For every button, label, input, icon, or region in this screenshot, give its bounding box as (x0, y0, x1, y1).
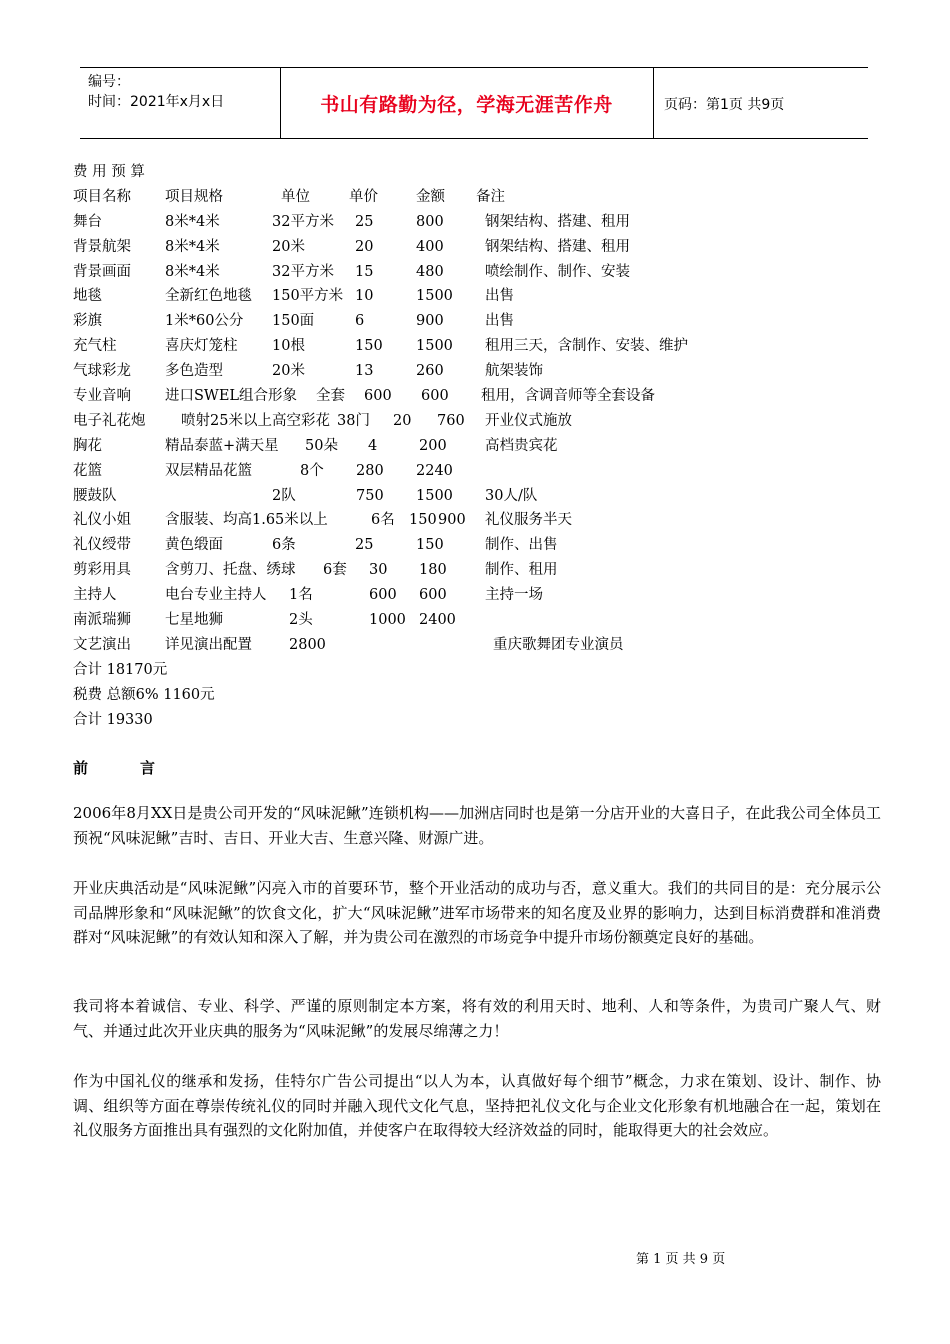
budget-tax-text: 税费 总额6% 1160元 (73, 686, 215, 703)
budget-cell-amount: 900 (438, 512, 466, 529)
budget-cell-unit: 8个 (300, 462, 324, 479)
budget-cell-spec: 电台专业主持人 (165, 587, 267, 604)
budget-cell-unit: 20米 (272, 238, 305, 255)
budget-cell-price: 150 (409, 512, 437, 529)
budget-cell-unit: 6套 (323, 562, 347, 579)
budget-cell-amount: 1500 (416, 288, 453, 305)
budget-cell-spec: 8米*4米 (165, 213, 220, 230)
budget-cell-unit: 2队 (272, 487, 296, 504)
budget-cell-unit: 2头 (289, 612, 313, 629)
budget-cell-amount: 150 (416, 537, 444, 554)
col-header-price: 单价 (349, 188, 378, 205)
budget-cell-note: 出售 (485, 288, 514, 305)
budget-cell-spec: 双层精品花篮 (165, 462, 252, 479)
preface-title (73, 757, 155, 778)
budget-cell-amount: 2400 (419, 612, 456, 629)
budget-cell-price: 6 (355, 313, 365, 330)
budget-cell-price: 10 (355, 288, 374, 305)
budget-cell-name: 文艺演出 (73, 636, 131, 653)
budget-cell-note: 出售 (485, 313, 514, 330)
budget-cell-price: 30 (369, 562, 388, 579)
budget-cell-price: 25 (355, 213, 374, 230)
budget-cell-spec: 喷射25米以上高空彩花 (181, 412, 330, 429)
col-header-name: 项目名称 (73, 188, 131, 205)
budget-cell-note: 租用，含调音师等全套设备 (481, 388, 655, 405)
budget-cell-amount: 260 (416, 363, 444, 380)
budget-cell-amount: 1500 (416, 338, 453, 355)
budget-cell-price: 150 (355, 338, 383, 355)
budget-cell-name: 胸花 (73, 437, 102, 454)
budget-cell-amount: 600 (419, 587, 447, 604)
budget-cell-price: 600 (364, 388, 392, 405)
budget-cell-price: 4 (368, 437, 378, 454)
budget-cell-spec: 精品泰蓝+满天星 (165, 437, 279, 454)
budget-cell-note: 钢架结构、搭建、租用 (485, 238, 630, 255)
budget-cell-note: 制作、租用 (485, 562, 558, 579)
budget-cell-spec: 黄色缎面 (165, 537, 223, 554)
budget-cell-amount: 180 (419, 562, 447, 579)
budget-cell-name: 礼仪小姐 (73, 512, 131, 529)
budget-cell-unit: 6名 (371, 512, 395, 529)
budget-cell-name: 地毯 (73, 288, 102, 305)
budget-cell-price: 13 (355, 363, 374, 380)
budget-cell-amount: 600 (421, 388, 449, 405)
budget-cell-unit: 32平方米 (272, 263, 334, 280)
header-page-info: 页码：第1页 共9页 (664, 97, 785, 113)
budget-cell-spec: 8米*4米 (165, 263, 220, 280)
budget-cell-name: 背景航架 (73, 238, 131, 255)
budget-grand-total-text: 合计 19330 (73, 711, 153, 728)
budget-cell-price: 20 (355, 238, 374, 255)
budget-cell-name: 剪彩用具 (73, 562, 131, 579)
budget-cell-note: 开业仪式施放 (485, 412, 572, 429)
budget-cell-note: 重庆歌舞团专业演员 (493, 636, 624, 653)
header-time-label: 时间：2021年x月x日 (88, 94, 225, 110)
budget-cell-amount: 400 (416, 238, 444, 255)
budget-cell-spec: 多色造型 (165, 363, 223, 380)
budget-cell-unit: 2800 (289, 636, 326, 653)
budget-cell-unit: 20米 (272, 363, 305, 380)
budget-cell-spec: 七星地狮 (165, 612, 223, 629)
budget-cell-name: 电子礼花炮 (73, 412, 146, 429)
preface-paragraph: 2006年8月XX日是贵公司开发的“风味泥鳅”连锁机构——加洲店同时也是第一分店开业的大喜日子，在此我公司全体员工预祝“风味泥鳅”吉时、吉日、开业大吉、生意兴隆、财源广进。 (73, 804, 881, 847)
budget-cell-note: 制作、出售 (485, 537, 558, 554)
budget-cell-unit: 6条 (272, 537, 296, 554)
budget-cell-unit: 150面 (272, 313, 315, 330)
budget-cell-unit: 150平方米 (272, 288, 344, 305)
budget-cell-name: 腰鼓队 (73, 487, 117, 504)
budget-cell-name: 花篮 (73, 462, 102, 479)
budget-cell-spec: 1米*60公分 (165, 313, 244, 330)
budget-cell-unit: 全套 (316, 388, 345, 405)
preface-paragraph: 作为中国礼仪的继承和发扬，佳特尔广告公司提出“以人为本，认真做好每个细节”概念，力求在策划、设计、制作、协调、组织等方面在尊崇传统礼仪的同时并融入现代文化气息，坚持把礼仪文化与企业文化形象有机地融合在一起，策划在礼仪服务方面推出具有强烈的文化附加值，并使客户在取得较大经济效益的同时，能取得更大的社会效应。 (73, 1072, 881, 1140)
budget-cell-spec: 喜庆灯笼柱 (165, 338, 238, 355)
budget-cell-name: 礼仪绶带 (73, 537, 131, 554)
header-code-label: 编号： (88, 74, 130, 90)
budget-total-text: 合计 18170元 (73, 661, 168, 678)
budget-cell-spec: 含剪刀、托盘、绣球 (165, 562, 296, 579)
budget-cell-note: 航架装饰 (485, 363, 543, 380)
budget-cell-amount: 900 (416, 313, 444, 330)
budget-cell-price: 25 (355, 537, 374, 554)
budget-cell-note: 喷绘制作、制作、安装 (485, 263, 630, 280)
budget-cell-price: 1000 (369, 612, 406, 629)
header-meta (88, 72, 278, 112)
budget-cell-note: 高档贵宾花 (485, 437, 558, 454)
budget-cell-note: 礼仪服务半天 (485, 512, 572, 529)
budget-cell-spec: 进口SWEL组合形象 (165, 388, 298, 405)
budget-cell-unit: 10根 (272, 338, 305, 355)
col-header-spec: 项目规格 (165, 188, 223, 205)
budget-cell-price: 600 (369, 587, 397, 604)
budget-cell-price: 20 (393, 412, 412, 429)
header-motto: 书山有路勤为径，学海无涯苦作舟 (320, 94, 613, 116)
page-header (80, 67, 868, 139)
budget-cell-spec: 含服装、均高1.65米以上 (165, 512, 328, 529)
budget-cell-note: 租用三天，含制作、安装、维护 (485, 338, 688, 355)
budget-cell-unit: 32平方米 (272, 213, 334, 230)
budget-cell-price: 15 (355, 263, 374, 280)
budget-cell-name: 彩旗 (73, 313, 102, 330)
budget-cell-amount: 760 (437, 412, 465, 429)
preface-paragraph: 开业庆典活动是“风味泥鳅”闪亮入市的首要环节，整个开业活动的成功与否，意义重大。我们的共同目的是：充分展示公司品牌形象和“风味泥鳅”的饮食文化，扩大“风味泥鳅”进军市场带来的知名度及业界的影响力，达到目标消费群和准消费群对“风味泥鳅”的有效认知和深入了解，并为贵公司在激烈的市场竞争中提升市场份额奠定良好的基础。 (73, 879, 881, 947)
budget-cell-price: 280 (356, 462, 384, 479)
budget-cell-name: 专业音响 (73, 388, 131, 405)
budget-cell-note: 主持一场 (485, 587, 543, 604)
col-header-note: 备注 (476, 188, 505, 205)
budget-cell-unit: 50朵 (305, 437, 338, 454)
header-divider (653, 68, 654, 138)
budget-cell-note: 钢架结构、搭建、租用 (485, 213, 630, 230)
col-header-amount: 金额 (416, 188, 445, 205)
preface-title-part2: 言 (140, 759, 156, 777)
preface-paragraph: 我司将本着诚信、专业、科学、严谨的原则制定本方案，将有效的利用天时、地利、人和等条件，为贵司广聚人气、财气、并通过此次开业庆典的服务为“风味泥鳅”的发展尽绵薄之力！ (73, 997, 881, 1040)
budget-cell-amount: 480 (416, 263, 444, 280)
budget-cell-price: 750 (356, 487, 384, 504)
preface-title-part1: 前 (73, 759, 89, 777)
col-header-unit: 单位 (281, 188, 310, 205)
budget-cell-name: 南派瑞狮 (73, 612, 131, 629)
budget-cell-amount: 2240 (416, 462, 453, 479)
budget-cell-name: 充气柱 (73, 338, 117, 355)
budget-cell-unit: 1名 (289, 587, 313, 604)
budget-title-text: 费 用 预 算 (73, 164, 145, 180)
budget-cell-spec: 8米*4米 (165, 238, 220, 255)
budget-cell-name: 主持人 (73, 587, 117, 604)
budget-cell-name: 气球彩龙 (73, 363, 131, 380)
budget-cell-spec: 详见演出配置 (165, 636, 252, 653)
budget-cell-amount: 800 (416, 213, 444, 230)
budget-cell-note: 30人/队 (485, 487, 538, 504)
budget-cell-amount: 200 (419, 437, 447, 454)
budget-cell-unit: 38门 (337, 412, 370, 429)
budget-cell-name: 舞台 (73, 213, 102, 230)
budget-cell-spec: 全新红色地毯 (165, 288, 252, 305)
budget-cell-amount: 1500 (416, 487, 453, 504)
budget-cell-name: 背景画面 (73, 263, 131, 280)
page-footer: 第 1 页 共 9 页 (636, 1252, 726, 1267)
